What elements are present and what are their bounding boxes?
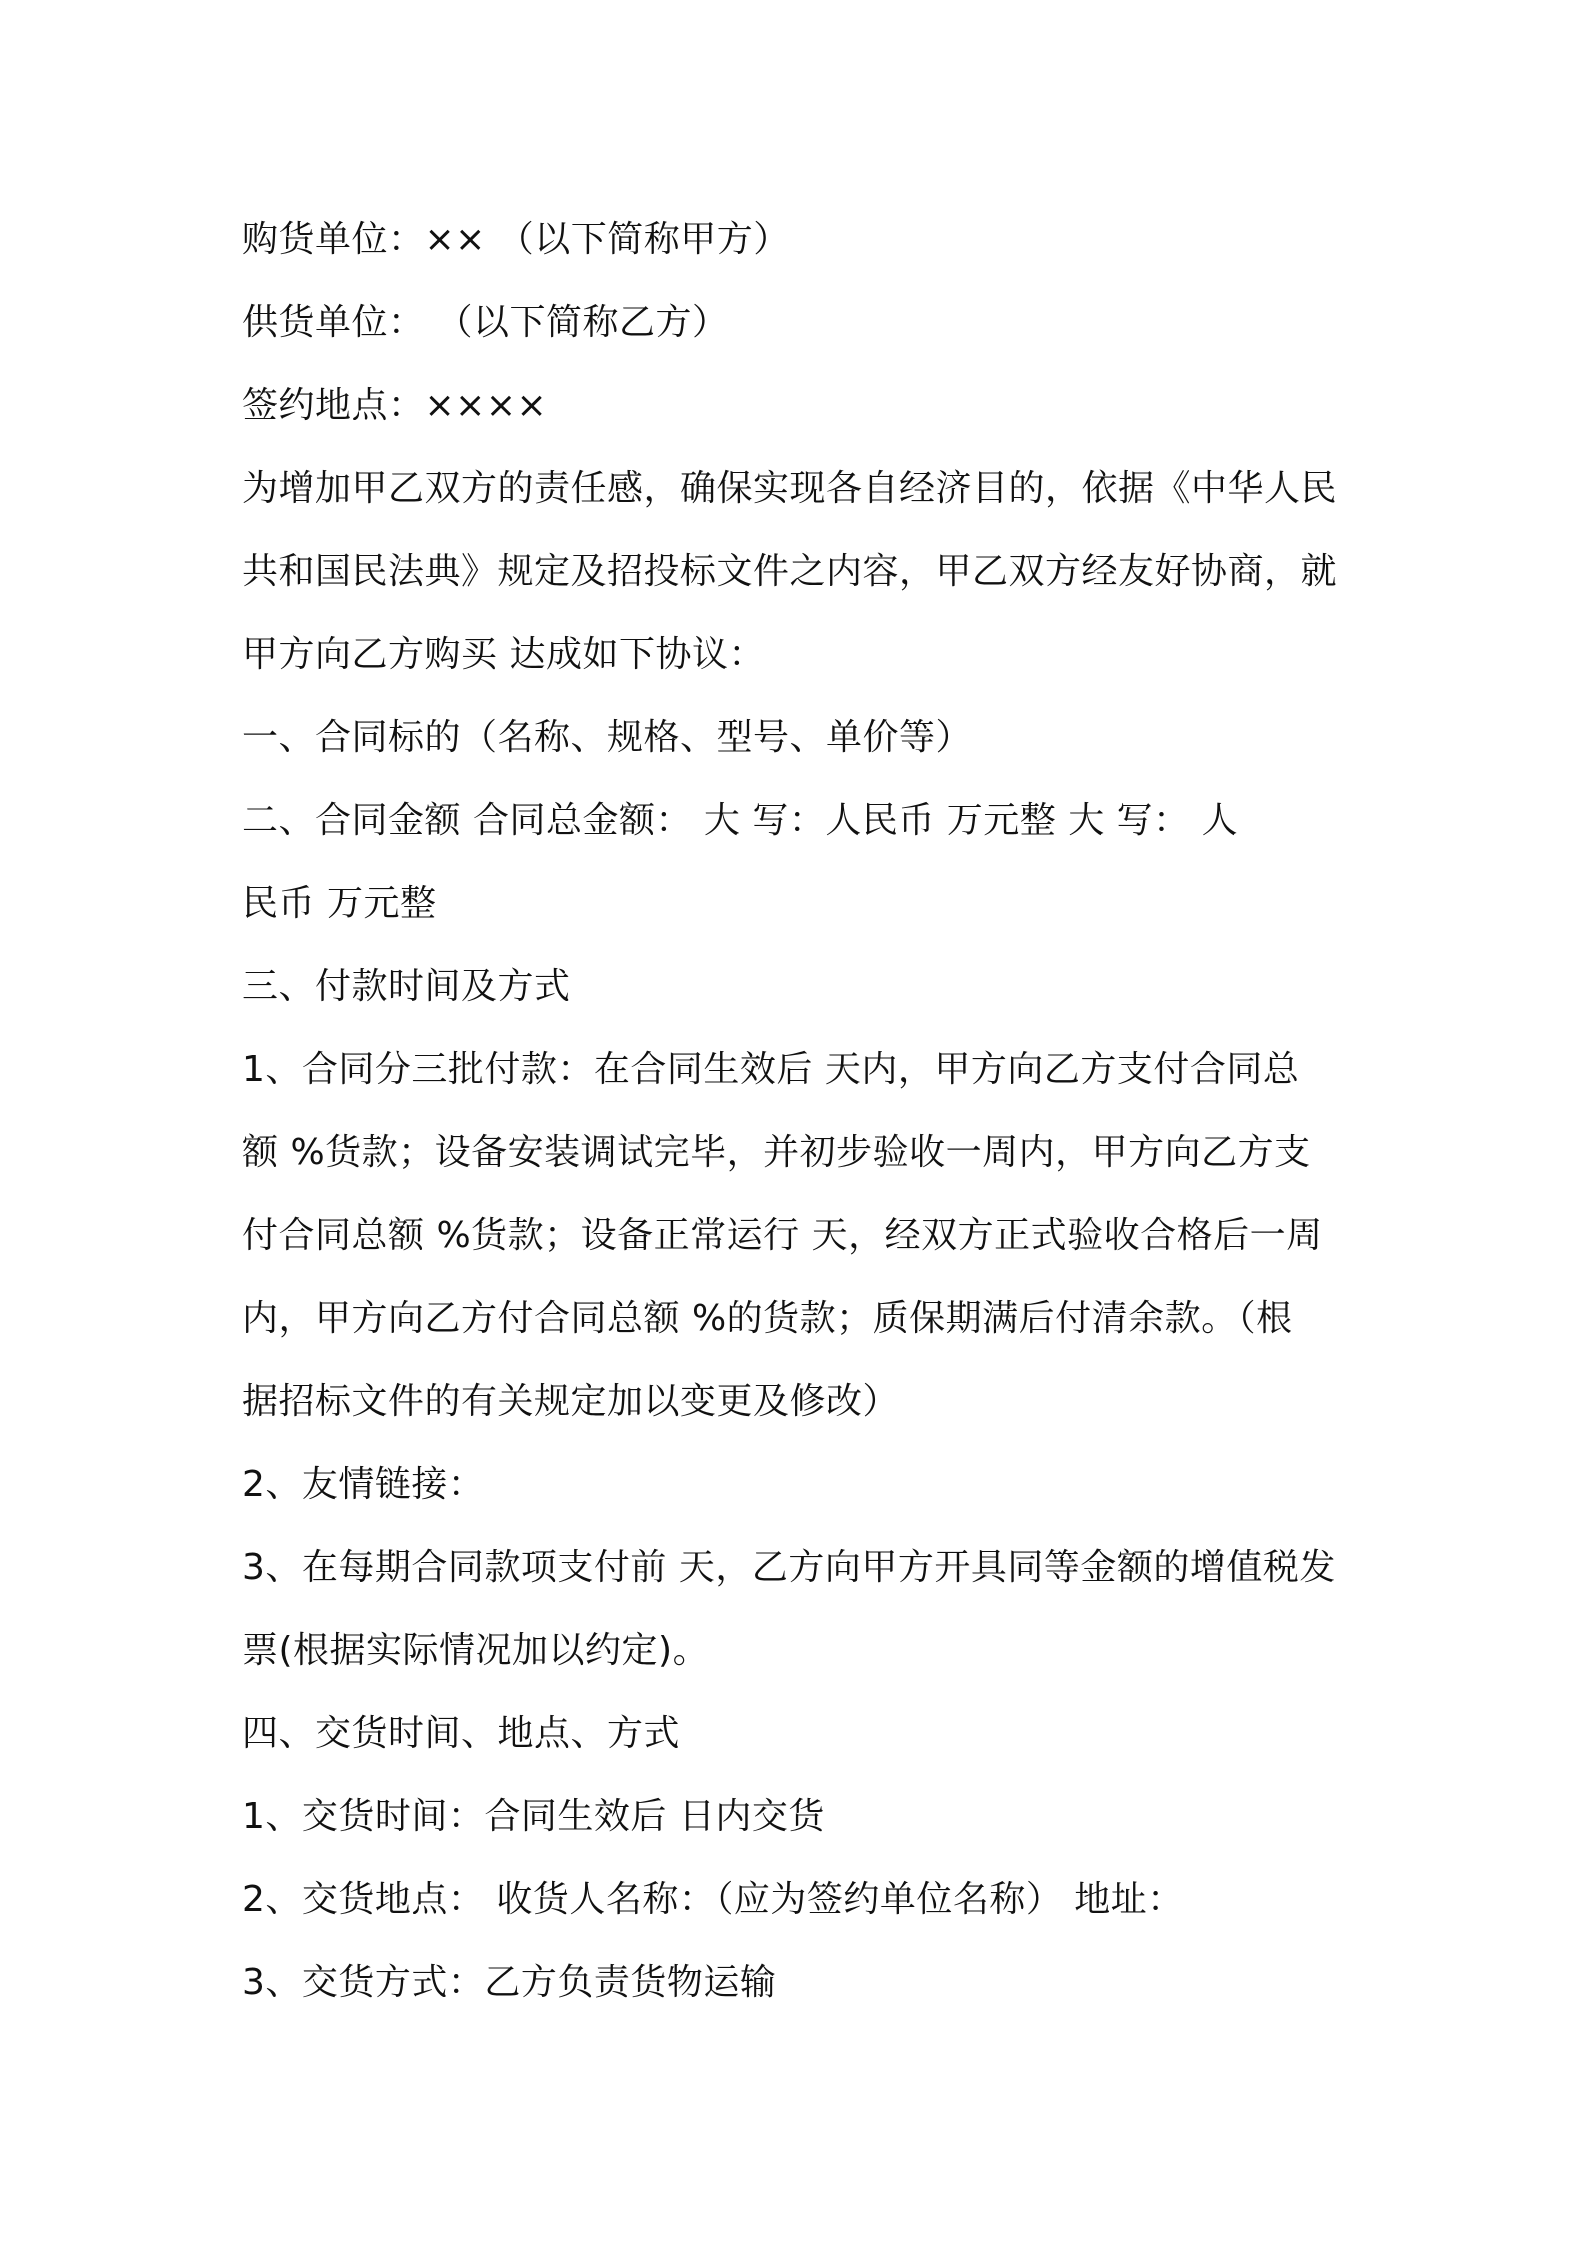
invoice-clause-line-2: 票(根据实际情况加以约定)。 bbox=[242, 1630, 710, 1671]
preamble-line-3: 甲方向乙方购买 达成如下协议： bbox=[242, 634, 765, 675]
payment-clause-line-5: 据招标文件的有关规定加以变更及修改） bbox=[242, 1381, 900, 1422]
delivery-method-line: 3、交货方式：乙方负责货物运输 bbox=[242, 1962, 777, 2003]
preamble-line-2: 共和国民法典》规定及招投标文件之内容，甲乙双方经友好协商，就 bbox=[242, 551, 1338, 592]
section-2-line-1: 二、合同金额 合同总金额： 大 写：人民币 万元整 大 写： 人 bbox=[242, 800, 1239, 841]
links-line: 2、友情链接： bbox=[242, 1464, 485, 1505]
signing-place-line: 签约地点：×××× bbox=[242, 385, 548, 426]
section-3-heading: 三、付款时间及方式 bbox=[242, 966, 571, 1007]
preamble-line-1: 为增加甲乙双方的责任感，确保实现各自经济目的，依据《中华人民 bbox=[242, 468, 1338, 509]
section-4-heading: 四、交货时间、地点、方式 bbox=[242, 1713, 681, 1754]
payment-clause-line-3: 付合同总额 %货款；设备正常运行 天，经双方正式验收合格后一周 bbox=[242, 1215, 1323, 1256]
payment-clause-line-1: 1、合同分三批付款：在合同生效后 天内，甲方向乙方支付合同总 bbox=[242, 1049, 1300, 1090]
supplier-line: 供货单位： （以下简称乙方） bbox=[242, 302, 729, 343]
buyer-line: 购货单位：×× （以下简称甲方） bbox=[242, 219, 790, 260]
section-2-line-2: 民币 万元整 bbox=[242, 883, 437, 924]
payment-clause-line-4: 内，甲方向乙方付合同总额 %的货款；质保期满后付清余款。（根 bbox=[242, 1298, 1293, 1339]
invoice-clause-line-1: 3、在每期合同款项支付前 天，乙方向甲方开具同等金额的增值税发 bbox=[242, 1547, 1336, 1588]
payment-clause-line-2: 额 %货款；设备安装调试完毕，并初步验收一周内，甲方向乙方支 bbox=[242, 1132, 1311, 1173]
delivery-place-line: 2、交货地点： 收货人名称：（应为签约单位名称） 地址： bbox=[242, 1879, 1184, 1920]
contract-body bbox=[242, 198, 1358, 2024]
section-1-heading: 一、合同标的（名称、规格、型号、单价等） bbox=[242, 717, 973, 758]
delivery-time-line: 1、交货时间：合同生效后 日内交货 bbox=[242, 1796, 825, 1837]
